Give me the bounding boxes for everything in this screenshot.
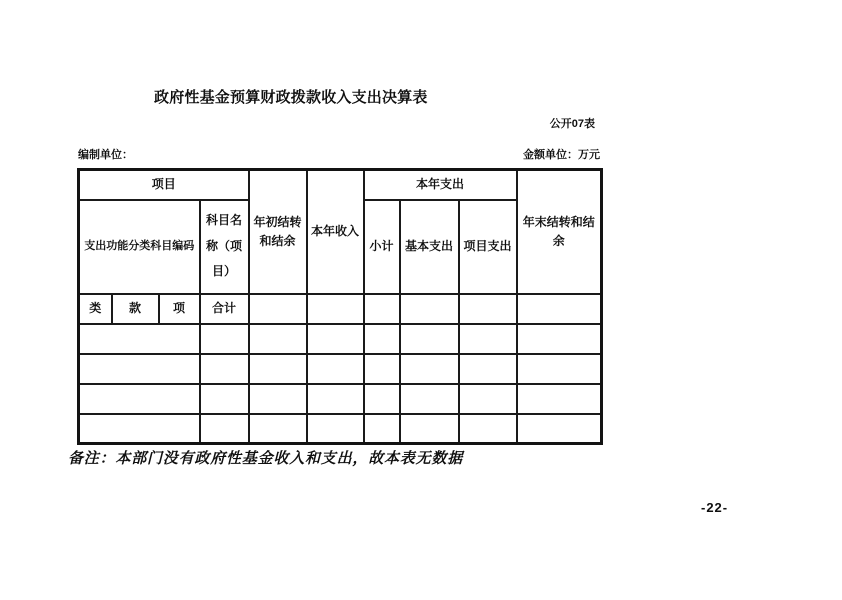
note-text: 备注：本部门没有政府性基金收入和支出，故本表无数据 <box>68 450 464 467</box>
empty-cell <box>249 354 307 384</box>
empty-cell <box>459 324 517 354</box>
empty-cell <box>459 354 517 384</box>
empty-cell <box>517 294 602 324</box>
empty-cell <box>307 294 364 324</box>
empty-cell <box>200 354 249 384</box>
empty-cell <box>79 354 200 384</box>
total-row-label: 合计 <box>200 294 249 324</box>
empty-cell <box>364 414 400 444</box>
empty-cell <box>364 354 400 384</box>
empty-cell <box>307 354 364 384</box>
empty-cell <box>400 324 459 354</box>
empty-cell <box>249 324 307 354</box>
empty-cell <box>400 354 459 384</box>
table-header-row-1 <box>79 170 602 200</box>
empty-cell <box>364 294 400 324</box>
header-expenditure-code: 支出功能分类科目编码 <box>79 200 200 294</box>
empty-cell <box>307 324 364 354</box>
table-header-row-3 <box>79 294 602 324</box>
amount-unit-label: 金额单位：万元 <box>523 149 600 161</box>
table-row <box>79 324 602 354</box>
empty-cell <box>459 384 517 414</box>
header-current-year-expenditure: 本年支出 <box>364 170 517 200</box>
table-row <box>79 414 602 444</box>
empty-cell <box>459 414 517 444</box>
header-basic-expenditure: 基本支出 <box>400 200 459 294</box>
table-row <box>79 384 602 414</box>
prepared-by-label: 编制单位： <box>78 149 133 161</box>
empty-cell <box>200 414 249 444</box>
header-item-col: 项 <box>159 294 200 324</box>
empty-cell <box>307 384 364 414</box>
empty-cell <box>517 414 602 444</box>
empty-cell <box>400 294 459 324</box>
empty-cell <box>79 384 200 414</box>
page-title: 政府性基金预算财政拨款收入支出决算表 <box>154 89 428 106</box>
header-current-year-income: 本年收入 <box>307 170 364 294</box>
header-subtotal: 小计 <box>364 200 400 294</box>
empty-cell <box>249 384 307 414</box>
empty-cell <box>400 384 459 414</box>
empty-cell <box>517 384 602 414</box>
empty-cell <box>459 294 517 324</box>
page-number: -22- <box>701 500 729 515</box>
header-item-group: 项目 <box>79 170 249 200</box>
header-opening-balance: 年初结转和结余 <box>249 170 307 294</box>
header-subject-name: 科目名称（项目） <box>200 200 249 294</box>
empty-cell <box>200 384 249 414</box>
header-class-col: 类 <box>79 294 112 324</box>
empty-cell <box>517 324 602 354</box>
empty-cell <box>249 414 307 444</box>
form-number-label: 公开07表 <box>549 118 595 130</box>
empty-cell <box>79 414 200 444</box>
empty-cell <box>79 324 200 354</box>
budget-table <box>77 168 603 445</box>
empty-cell <box>364 384 400 414</box>
empty-cell <box>517 354 602 384</box>
table-row <box>79 354 602 384</box>
header-project-expenditure: 项目支出 <box>459 200 517 294</box>
header-closing-balance: 年末结转和结余 <box>517 170 602 294</box>
budget-table-body <box>79 170 602 444</box>
empty-cell <box>364 324 400 354</box>
empty-cell <box>307 414 364 444</box>
empty-cell <box>249 294 307 324</box>
empty-cell <box>400 414 459 444</box>
header-fund-col: 款 <box>112 294 159 324</box>
empty-cell <box>200 324 249 354</box>
